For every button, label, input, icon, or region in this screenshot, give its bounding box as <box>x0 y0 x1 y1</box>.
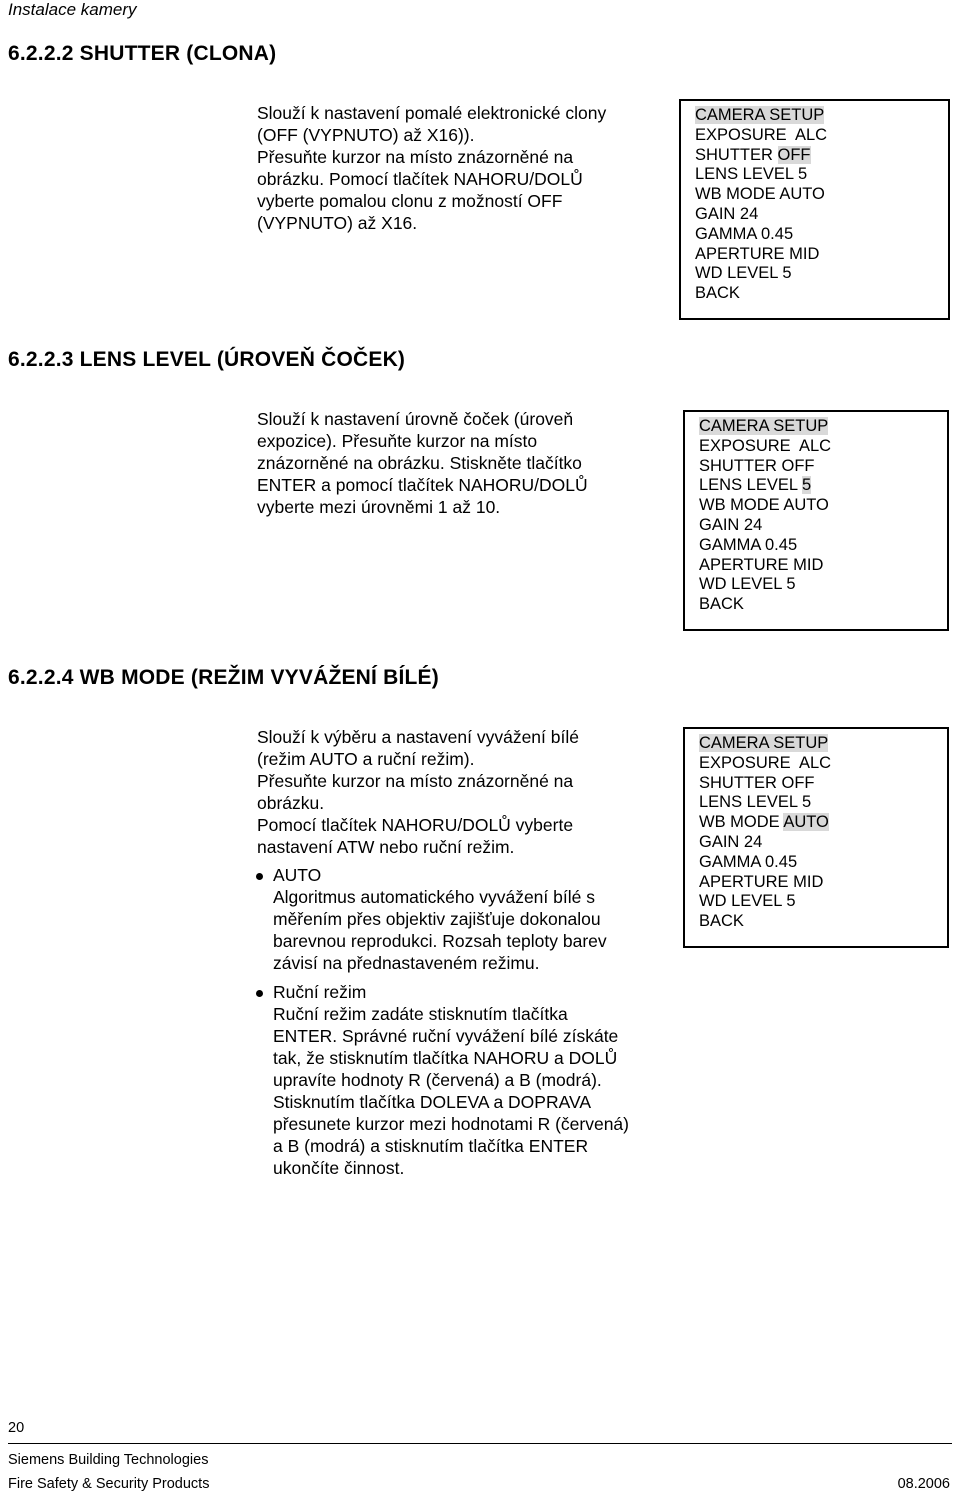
text-line: Stisknutím tlačítka DOLEVA a DOPRAVA <box>273 1092 592 1112</box>
menu-line: GAMMA 0.45 <box>699 535 798 554</box>
text-line: (VYPNUTO) až X16. <box>257 213 418 233</box>
menu-line: GAIN 24 <box>695 204 759 223</box>
text-line: Slouží k nastavení pomalé elektronické clony <box>257 103 607 123</box>
text-line: a B (modrá) a stisknutím tlačítka ENTER <box>273 1136 589 1156</box>
menu-line: WD LEVEL 5 <box>699 575 796 594</box>
bullet-icon <box>256 990 263 997</box>
menu-line: APERTURE MID <box>699 555 824 574</box>
camera-menu-box-lens-level <box>683 410 949 631</box>
bullet-title: AUTO <box>273 865 322 885</box>
text-line: závisí na přednastaveném režimu. <box>273 953 540 973</box>
menu-line <box>695 146 948 166</box>
section-heading-lens-level: 6.2.2.3 LENS LEVEL (ÚROVEŇ ČOČEK) <box>8 348 406 371</box>
menu-label: LENS LEVEL <box>699 476 803 495</box>
menu-line: GAIN 24 <box>699 832 763 851</box>
text-line: Pomocí tlačítek NAHORU/DOLŮ vyberte <box>257 815 574 835</box>
footer-company: Siemens Building Technologies <box>8 1452 209 1468</box>
text-line: vyberte pomalou clonu z možností OFF <box>257 191 563 211</box>
menu-line: WB MODE AUTO <box>695 185 825 204</box>
menu-line <box>695 106 948 126</box>
menu-line <box>699 813 947 833</box>
text-line: vyberte mezi úrovněmi 1 až 10. <box>257 497 501 517</box>
section-paragraph-wb-mode <box>257 726 677 1179</box>
menu-line: WD LEVEL 5 <box>695 264 792 283</box>
menu-line: WB MODE AUTO <box>699 496 829 515</box>
text-line: ENTER. Správné ruční vyvážení bílé získáte <box>273 1026 619 1046</box>
bullet-icon <box>256 873 263 880</box>
menu-line: LENS LEVEL 5 <box>699 793 812 812</box>
menu-cursor-value: AUTO <box>783 813 829 832</box>
menu-title: CAMERA SETUP <box>695 106 825 124</box>
text-line: upravíte hodnoty R (červená) a B (modrá). <box>273 1070 602 1090</box>
text-line: ukončíte činnost. <box>273 1158 405 1178</box>
section-heading-wb-mode: 6.2.2.4 WB MODE (REŽIM VYVÁŽENÍ BÍLÉ) <box>8 666 439 689</box>
menu-line: BACK <box>699 912 744 931</box>
menu-line: GAIN 24 <box>699 515 763 534</box>
page-number: 20 <box>8 1420 25 1436</box>
menu-title: CAMERA SETUP <box>699 734 829 752</box>
text-line: znázorněné na obrázku. Stiskněte tlačítko <box>257 453 582 473</box>
text-line: Algoritmus automatického vyvážení bílé s <box>273 887 595 907</box>
menu-label: SHUTTER <box>695 145 778 164</box>
menu-cursor-value: 5 <box>802 476 812 495</box>
text-line: Přesuňte kurzor na místo znázorněné na <box>257 771 574 791</box>
footer-division: Fire Safety & Security Products <box>8 1476 210 1492</box>
menu-line: BACK <box>699 595 744 614</box>
text-line: měřením přes objektiv zajišťuje dokonalou <box>273 909 601 929</box>
menu-title: CAMERA SETUP <box>699 417 829 435</box>
camera-menu-box-shutter <box>679 99 950 320</box>
text-line: (režim AUTO a ruční režim). <box>257 749 475 769</box>
menu-line: APERTURE MID <box>695 244 820 263</box>
text-line: expozice). Přesuňte kurzor na místo <box>257 431 538 451</box>
menu-line: APERTURE MID <box>699 872 824 891</box>
text-line: Ruční režim zadáte stisknutím tlačítka <box>273 1004 568 1024</box>
menu-line: EXPOSURE ALC <box>699 436 832 455</box>
text-line: nastavení ATW nebo ruční režim. <box>257 837 515 857</box>
text-line: (OFF (VYPNUTO) až X16)). <box>257 125 475 145</box>
menu-line: EXPOSURE ALC <box>699 753 832 772</box>
text-line: obrázku. <box>257 793 325 813</box>
text-line: Slouží k výběru a nastavení vyvážení bílé <box>257 727 579 747</box>
menu-line: LENS LEVEL 5 <box>695 165 808 184</box>
bullet-item-manual <box>257 981 677 1179</box>
menu-line: EXPOSURE ALC <box>695 125 828 144</box>
menu-line <box>699 417 947 437</box>
menu-line: SHUTTER OFF <box>699 773 815 792</box>
menu-line <box>699 734 947 754</box>
menu-line: GAMMA 0.45 <box>695 224 794 243</box>
section-paragraph-lens-level <box>257 408 588 518</box>
menu-line: WD LEVEL 5 <box>699 892 796 911</box>
menu-line: BACK <box>695 284 740 303</box>
menu-line <box>699 476 947 496</box>
text-line: Slouží k nastavení úrovně čoček (úroveň <box>257 409 574 429</box>
section-paragraph-shutter <box>257 102 606 234</box>
footer-date: 08.2006 <box>897 1476 950 1492</box>
text-line: barevnou reprodukci. Rozsah teploty barev <box>273 931 607 951</box>
text-line: tak, že stisknutím tlačítka NAHORU a DOLŮ <box>273 1048 618 1068</box>
bullet-item-auto <box>257 864 677 974</box>
text-line: přesunete kurzor mezi hodnotami R (červená) <box>273 1114 629 1134</box>
menu-cursor-value: OFF <box>777 145 811 164</box>
footer-divider <box>8 1443 952 1444</box>
text-line: Přesuňte kurzor na místo znázorněné na <box>257 147 574 167</box>
running-header: Instalace kamery <box>8 0 137 19</box>
menu-line: SHUTTER OFF <box>699 456 815 475</box>
menu-line: GAMMA 0.45 <box>699 852 798 871</box>
menu-label: WB MODE <box>699 813 784 832</box>
section-heading-shutter: 6.2.2.2 SHUTTER (CLONA) <box>8 42 277 65</box>
camera-menu-box-wb-mode <box>683 727 949 948</box>
text-line: obrázku. Pomocí tlačítek NAHORU/DOLŮ <box>257 169 583 189</box>
text-line: ENTER a pomocí tlačítek NAHORU/DOLŮ <box>257 475 588 495</box>
bullet-title: Ruční režim <box>273 982 367 1002</box>
